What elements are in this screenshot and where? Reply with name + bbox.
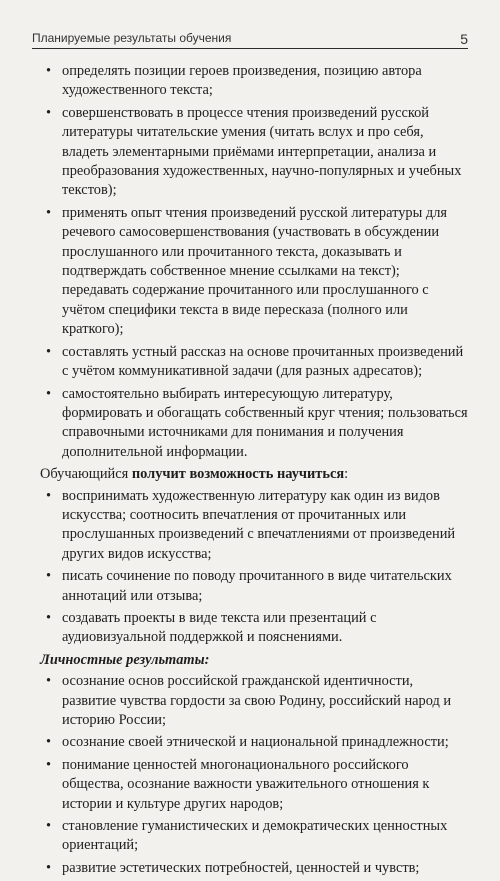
list-item: • развитие эстетических потребностей, ценностей и чувств; — [62, 859, 468, 878]
para-text-before: Обучающийся — [40, 466, 132, 483]
list-item: • определять позиции героев произведения, позицию автора художественного текста; — [62, 62, 468, 101]
list-item: • составлять устный рассказ на основе прочитанных произведений с учётом коммуникативной задачи (для разных адресатов); — [62, 343, 468, 382]
para-bold: получит возможность научиться — [131, 466, 345, 483]
list-item: • применять опыт чтения произведений русской литературы для речевого самосовершенствования (участвовать в обсуждении прослушанного или прочитанного текста, доказывать и подтверждать собственное мнение ссылками на текст); передавать содержание прочитанного или прослушанного с учётом специфики текста в виде пересказа (полного или краткого); — [62, 204, 468, 340]
page-number: 5 — [460, 31, 468, 47]
section-heading: Личностные результаты: — [40, 651, 210, 668]
list-item: • совершенствовать в процессе чтения произведений русской литературы читательские умения (читать вслух и про себя, владеть элементарными приёмами интерпретации, анализа и преобразования художественных, научно-популярных и учебных текстов); — [62, 104, 468, 201]
list-item: • писать сочинение по поводу прочитанного в виде читательских аннотаций или отзыва; — [62, 567, 468, 606]
list-item: • воспринимать художественную литературу как один из видов искусства; соотносить впечатления от прочитанных или прослушанных произведений с впечатлениями от произведений других видов искусства; — [62, 487, 468, 565]
para-text-after: : — [344, 466, 349, 483]
running-header — [32, 26, 468, 49]
skills-list — [62, 62, 468, 462]
page-content — [40, 62, 468, 881]
opportunity-paragraph — [40, 465, 468, 484]
list-item: • становление гуманистических и демократических ценностных ориентаций; — [62, 817, 468, 856]
list-item: • самостоятельно выбирать интересующую литературу, формировать и обогащать собственный круг чтения; пользоваться справочными источниками для понимания и получения дополнительной информации. — [62, 385, 468, 463]
header-title: Планируемые результаты обучения — [32, 31, 232, 45]
list-item: • создавать проекты в виде текста или презентаций с аудиовизуальной поддержкой и пояснениями. — [62, 609, 468, 648]
personal-results-list — [62, 672, 468, 878]
list-item: • осознание основ российской гражданской идентичности, развитие чувства гордости за свою Родину, российский народ и историю России; — [62, 672, 468, 730]
list-item: • осознание своей этнической и национальной принадлежности; — [62, 733, 468, 752]
list-item: • понимание ценностей многонационального российского общества, осознание важности уважительного отношения к истории и культуре других народов; — [62, 756, 468, 814]
opportunity-list — [62, 487, 468, 648]
